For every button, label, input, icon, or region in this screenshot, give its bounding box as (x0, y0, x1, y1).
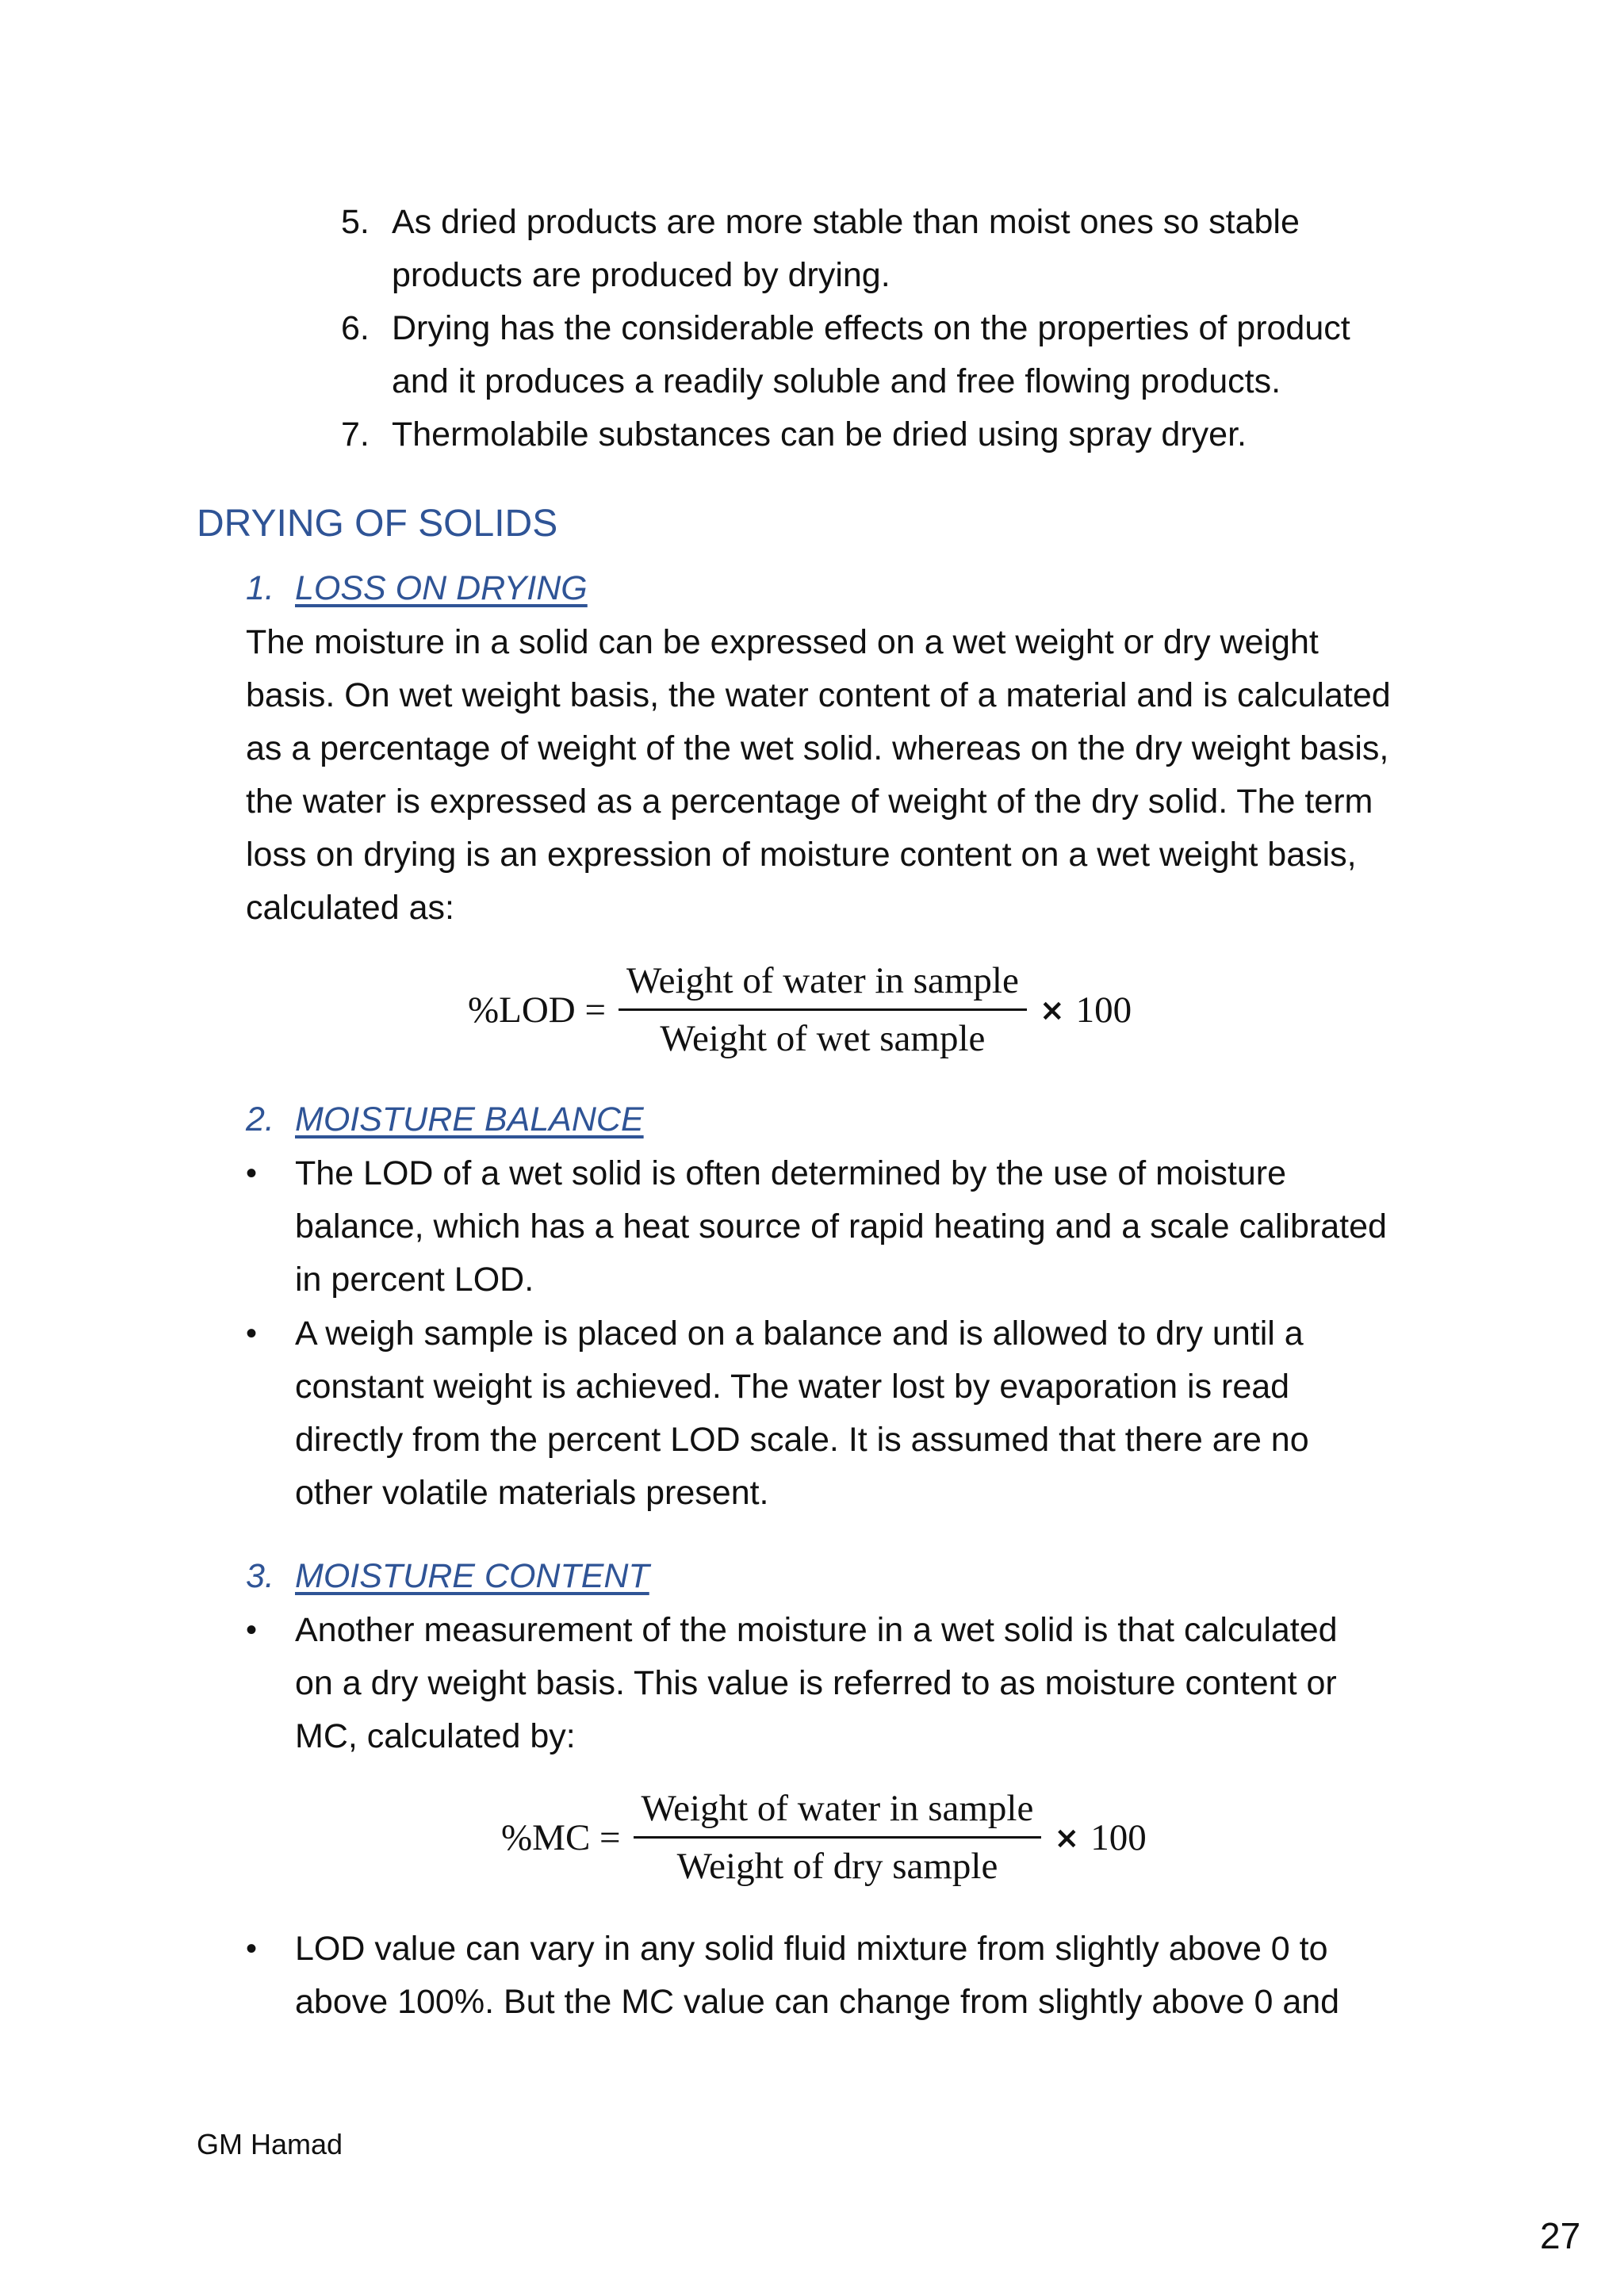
formula-numerator: Weight of water in sample (619, 958, 1027, 1011)
subheading-title: MOISTURE CONTENT (295, 1557, 649, 1595)
subheading-number: 3. (246, 1557, 274, 1595)
bullet-line: balance, which has a heat source of rapid heating and a scale calibrated (295, 1207, 1387, 1246)
subheading-number: 2. (246, 1100, 274, 1138)
page-number: 27 (1540, 2215, 1581, 2256)
bullet-line: on a dry weight basis. This value is referred to as moisture content or (295, 1664, 1337, 1702)
bullet-dot: • (246, 1316, 258, 1351)
subheading-loss-on-drying (246, 561, 588, 615)
list-number: 6. (341, 309, 370, 347)
subheading-moisture-content (246, 1549, 649, 1603)
times-symbol: × (1054, 1820, 1080, 1855)
list-item-line: Thermolabile substances can be dried using spray dryer. (392, 415, 1247, 453)
list-item-line: products are produced by drying. (392, 256, 891, 294)
formula-numerator: Weight of water in sample (634, 1785, 1042, 1839)
formula-denominator: Weight of dry sample (676, 1846, 998, 1887)
paragraph-line: loss on drying is an expression of moisture content on a wet weight basis, (246, 836, 1357, 874)
list-item-line: and it produces a readily soluble and free flowing products. (392, 362, 1281, 400)
bullet-dot: • (246, 1931, 258, 1966)
formula-fraction (619, 958, 1027, 1062)
formula-fraction (634, 1785, 1042, 1889)
bullet-line: constant weight is achieved. The water lost by evaporation is read (295, 1368, 1290, 1406)
paragraph-line: basis. On wet weight basis, the water content of a material and is calculated (246, 676, 1391, 714)
bullet-dot: • (246, 1156, 258, 1191)
bullet-line: MC, calculated by: (295, 1717, 576, 1755)
paragraph-line: The moisture in a solid can be expressed on a wet weight or dry weight (246, 623, 1319, 661)
paragraph-line: the water is expressed as a percentage of weight of the dry solid. The term (246, 783, 1373, 821)
subheading-title: LOSS ON DRYING (295, 569, 588, 607)
paragraph-line: calculated as: (246, 889, 454, 927)
section-heading: DRYING OF SOLIDS (197, 503, 558, 545)
times-symbol: × (1039, 992, 1065, 1027)
formula-factor: 100 (1075, 989, 1132, 1031)
bullet-dot: • (246, 1613, 258, 1647)
bullet-line: A weigh sample is placed on a balance and is allowed to dry until a (295, 1314, 1304, 1353)
bullet-line: above 100%. But the MC value can change from slightly above 0 and (295, 1983, 1340, 2021)
subheading-number: 1. (246, 569, 274, 607)
bullet-line: in percent LOD. (295, 1261, 534, 1299)
subheading-title: MOISTURE BALANCE (295, 1100, 644, 1138)
formula-denominator: Weight of wet sample (660, 1018, 986, 1059)
subheading-moisture-balance (246, 1093, 644, 1146)
paragraph-line: as a percentage of weight of the wet solid. whereas on the dry weight basis, (246, 729, 1389, 767)
bullet-line: other volatile materials present. (295, 1474, 769, 1512)
formula-lhs: %MC = (501, 1816, 621, 1858)
lod-formula (468, 958, 1132, 1062)
formula-factor: 100 (1090, 1816, 1147, 1858)
bullet-line: LOD value can vary in any solid fluid mixture from slightly above 0 to (295, 1930, 1328, 1968)
footer-author: GM Hamad (197, 2128, 343, 2160)
list-number: 5. (341, 203, 370, 241)
list-number: 7. (341, 415, 370, 453)
formula-lhs: %LOD = (468, 989, 607, 1031)
list-item-line: Drying has the considerable effects on the properties of product (392, 309, 1350, 347)
bullet-line: The LOD of a wet solid is often determined by the use of moisture (295, 1154, 1287, 1192)
bullet-line: directly from the percent LOD scale. It is assumed that there are no (295, 1421, 1309, 1459)
bullet-line: Another measurement of the moisture in a wet solid is that calculated (295, 1611, 1338, 1649)
list-item-line: As dried products are more stable than moist ones so stable (392, 203, 1300, 241)
mc-formula (501, 1785, 1147, 1889)
